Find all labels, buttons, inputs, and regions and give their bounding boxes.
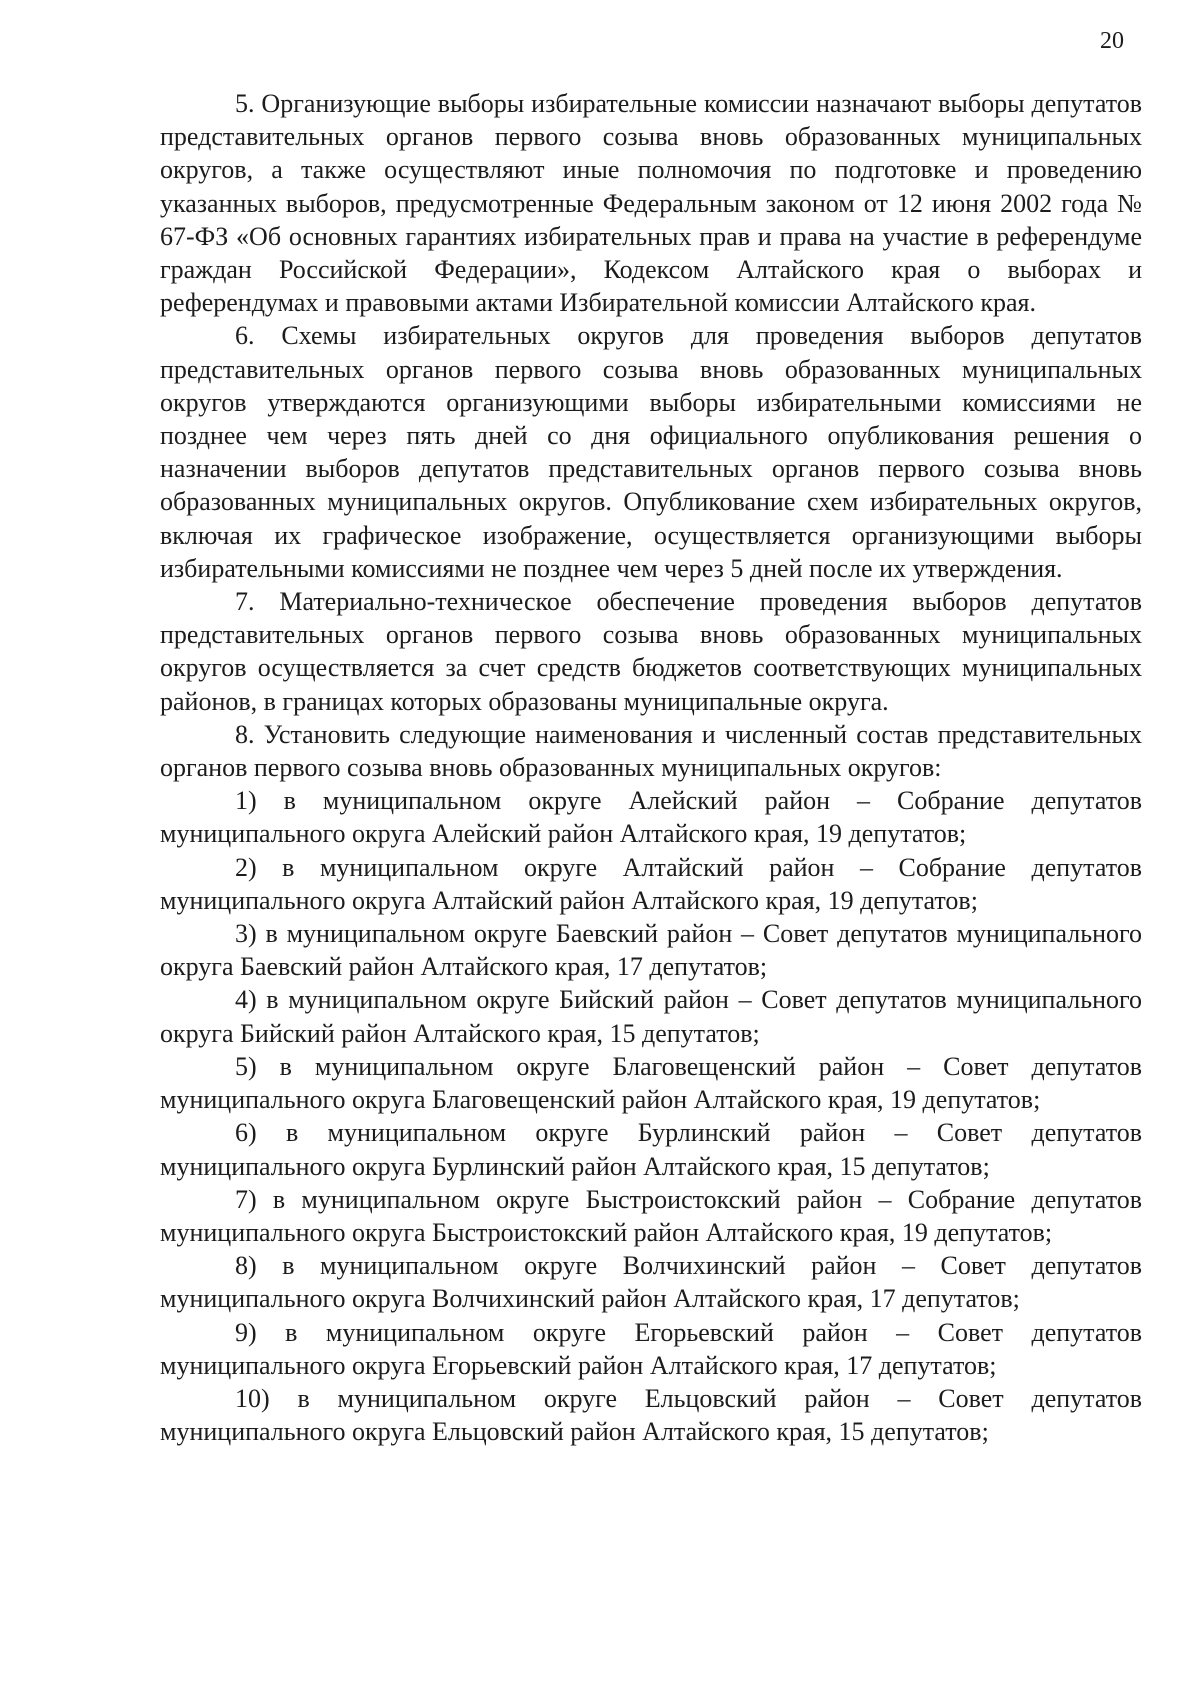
page-number: 20	[1100, 28, 1124, 54]
list-item-7: 7) в муниципальном округе Быстроистокский район – Собрание депутатов муниципального округа Быстроистокский район Алтайского края, 19 депутатов;	[160, 1184, 1142, 1247]
list-item-2: 2) в муниципальном округе Алтайский район – Собрание депутатов муниципального округа Алтайский район Алтайского края, 19 депутатов;	[160, 852, 1142, 915]
paragraph-5: 5. Организующие выборы избирательные комиссии назначают выборы депутатов представительных органов первого созыва вновь образованных муниципальных округов, а также осуществляют иные полномочия по подготовке и проведению указанных выборов, предусмотренные Федеральным законом от 12 июня 2002 года № 67-ФЗ «Об основных гарантиях избирательных прав и права на участие в референдуме граждан Российской Федерации», Кодексом Алтайского края о выборах и референдумах и правовыми актами Избирательной комиссии Алтайского края.	[160, 89, 1142, 318]
list-item-1: 1) в муниципальном округе Алейский район – Собрание депутатов муниципального округа Алейский район Алтайского края, 19 депутатов;	[160, 786, 1142, 849]
list-item-10: 10) в муниципальном округе Ельцовский район – Совет депутатов муниципального округа Ельцовский район Алтайского края, 15 депутатов;	[160, 1383, 1142, 1447]
list-item-3: 3) в муниципальном округе Баевский район – Совет депутатов муниципального округа Баевский район Алтайского края, 17 депутатов;	[160, 919, 1142, 982]
list-item-6: 6) в муниципальном округе Бурлинский район – Совет депутатов муниципального округа Бурлинский район Алтайского края, 15 депутатов;	[160, 1118, 1142, 1181]
document-body	[160, 87, 1142, 1448]
paragraph-6: 6. Схемы избирательных округов для проведения выборов депутатов представительных органов первого созыва вновь образованных муниципальных округов утверждаются организующими выборы избирательными комиссиями не позднее чем через пять дней со дня официального опубликования решения о назначении выборов депутатов представительных органов первого созыва вновь образованных муниципальных округов. Опубликование схем избирательных округов, включая их графическое изображение, осуществляется организующими выборы избирательными комиссиями не позднее чем через 5 дней после их утверждения.	[160, 321, 1142, 583]
list-item-4: 4) в муниципальном округе Бийский район – Совет депутатов муниципального округа Бийский район Алтайского края, 15 депутатов;	[160, 985, 1142, 1048]
list-item-9: 9) в муниципальном округе Егорьевский район – Совет депутатов муниципального округа Егорьевский район Алтайского края, 17 депутатов;	[160, 1317, 1142, 1380]
paragraph-7: 7. Материально-техническое обеспечение проведения выборов депутатов представительных органов первого созыва вновь образованных муниципальных округов осуществляется за счет средств бюджетов соответствующих муниципальных районов, в границах которых образованы муниципальные округа.	[160, 587, 1142, 716]
list-item-8: 8) в муниципальном округе Волчихинский район – Совет депутатов муниципального округа Волчихинский район Алтайского края, 17 депутатов;	[160, 1251, 1142, 1314]
list-item-5: 5) в муниципальном округе Благовещенский район – Совет депутатов муниципального округа Благовещенский район Алтайского края, 19 депутатов;	[160, 1051, 1142, 1115]
paragraph-8: 8. Установить следующие наименования и численный состав представительных органов первого созыва вновь образованных муниципальных округов:	[160, 719, 1142, 783]
